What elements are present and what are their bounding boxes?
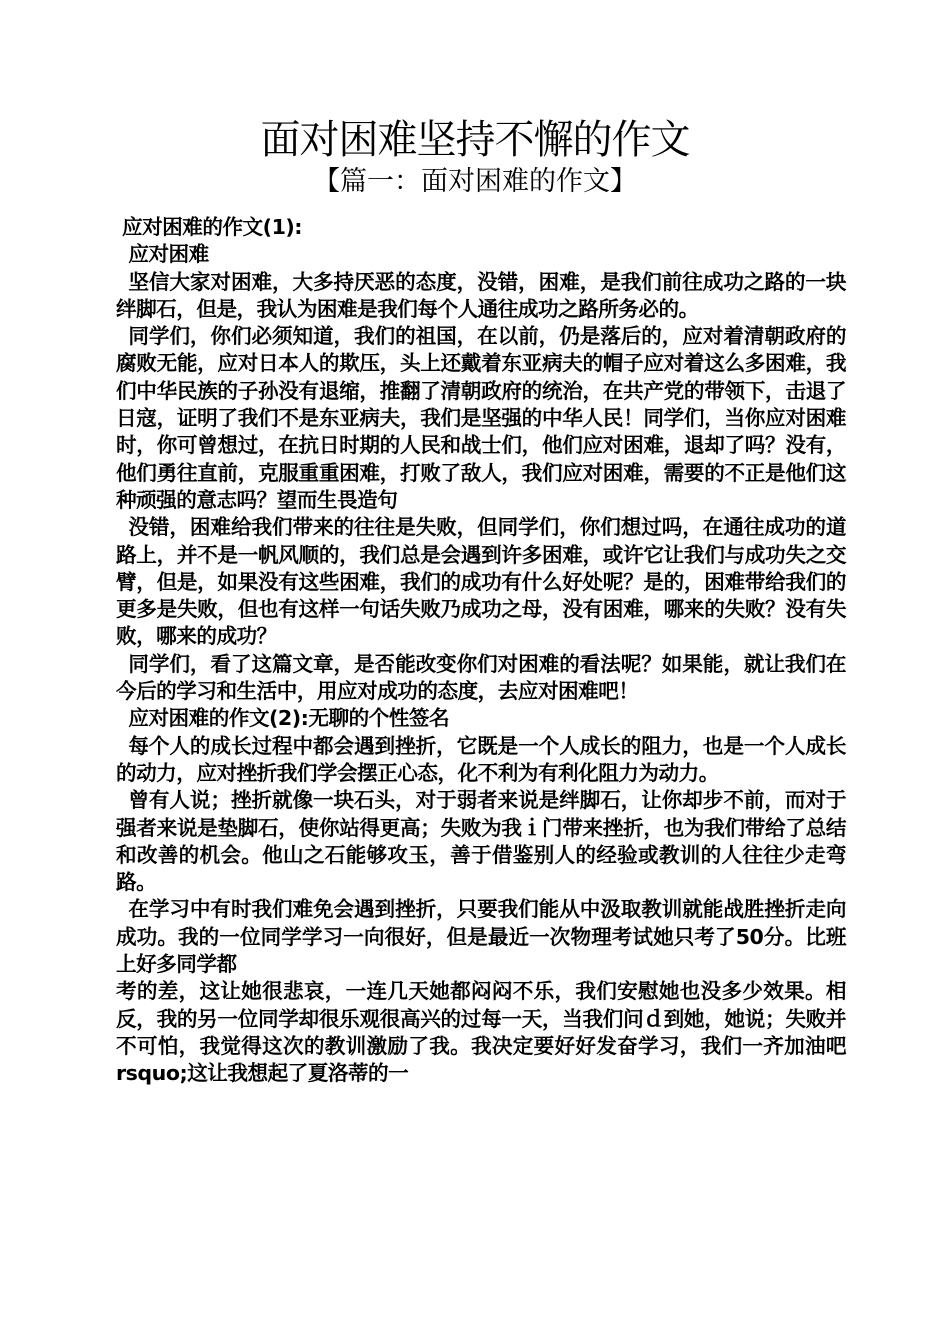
paragraph: 同学们，看了这篇文章，是否能改变你们对困难的看法呢？如果能，就让我们在今后的学习和生活中，用应对成功的态度，去应对困难吧！ (116, 651, 846, 704)
paragraph: 每个人的成长过程中都会遇到挫折，它既是一个人成长的阻力，也是一个人成长的动力，应对挫折我们学会摆正心态，化不利为有利化阻力为动力。 (116, 733, 846, 785)
document-title: 面对困难坚持不懈的作文 (260, 117, 690, 163)
document-subtitle: 【篇一：面对困难的作文】 (313, 166, 637, 197)
paragraph: 考的差，这让她很悲哀，一连几天她都闷闷不乐，我们安慰她也没多少效果。相反，我的另一位同学却很乐观很高兴的过每一天，当我们问ｄ到她，她说；失败并不可怕，我觉得这次的教训激励了我。我决定要好好发奋学习，我们一齐加油吧rsquo;这让我想起了夏洛蒂的一 (116, 979, 846, 1086)
paragraph: 曾有人说；挫折就像一块石头，对于弱者来说是绊脚石，让你却步不前，而对于强者来说是垫脚石，使你站得更高；失败为我ｉ门带来挫折，也为我们带给了总结和改善的机会。他山之石能够攻玉，善于借鉴别人的经验或教训的人往往少走弯路。 (116, 788, 846, 895)
section-heading: 应对困难的作文(2):无聊的个性签名 (128, 706, 450, 731)
paragraph: 坚信大家对困难，大多持厌恶的态度，没错，困难，是我们前往成功之路的一块绊脚石，但是，我认为困难是我们每个人通往成功之路所务必的。 (116, 269, 846, 321)
essay-title: 应对困难 (128, 242, 209, 267)
paragraph: 同学们，你们必须知道，我们的祖国，在以前，仍是落后的，应对着清朝政府的腐败无能，应对日本人的欺压，头上还戴着东亚病夫的帽子应对着这么多困难，我们中华民族的子孙没有退缩，推翻了清朝政府的统治，在共产党的带领下，击退了日寇，证明了我们不是东亚病夫，我们是坚强的中华人民！同学们，当你应对困难时，你可曾想过，在抗日时期的人民和战士们，他们应对困难，退却了吗？没有，他们勇往直前，克服重重困难，打败了敌人，我们应对困难，需要的不正是他们这种顽强的意志吗？望而生畏造句 (116, 324, 846, 512)
paragraph: 没错，困难给我们带来的往往是失败，但同学们，你们想过吗，在通往成功的道路上，并不是一帆风顺的，我们总是会遇到许多困难，或许它让我们与成功失之交臂，但是，如果没有这些困难，我们的成功有什么好处呢？是的，困难带给我们的更多是失败，但也有这样一句话失败乃成功之母，没有困难，哪来的失败？没有失败，哪来的成功？ (116, 515, 846, 649)
document-body (116, 214, 846, 1088)
section-heading: 应对困难的作文(1): (122, 215, 303, 239)
paragraph: 在学习中有时我们难免会遇到挫折，只要我们能从中汲取教训就能战胜挫折走向成功。我的一位同学学习一向很好，但是最近一次物理考试她只考了50分。比班上好多同学都 (116, 897, 846, 977)
